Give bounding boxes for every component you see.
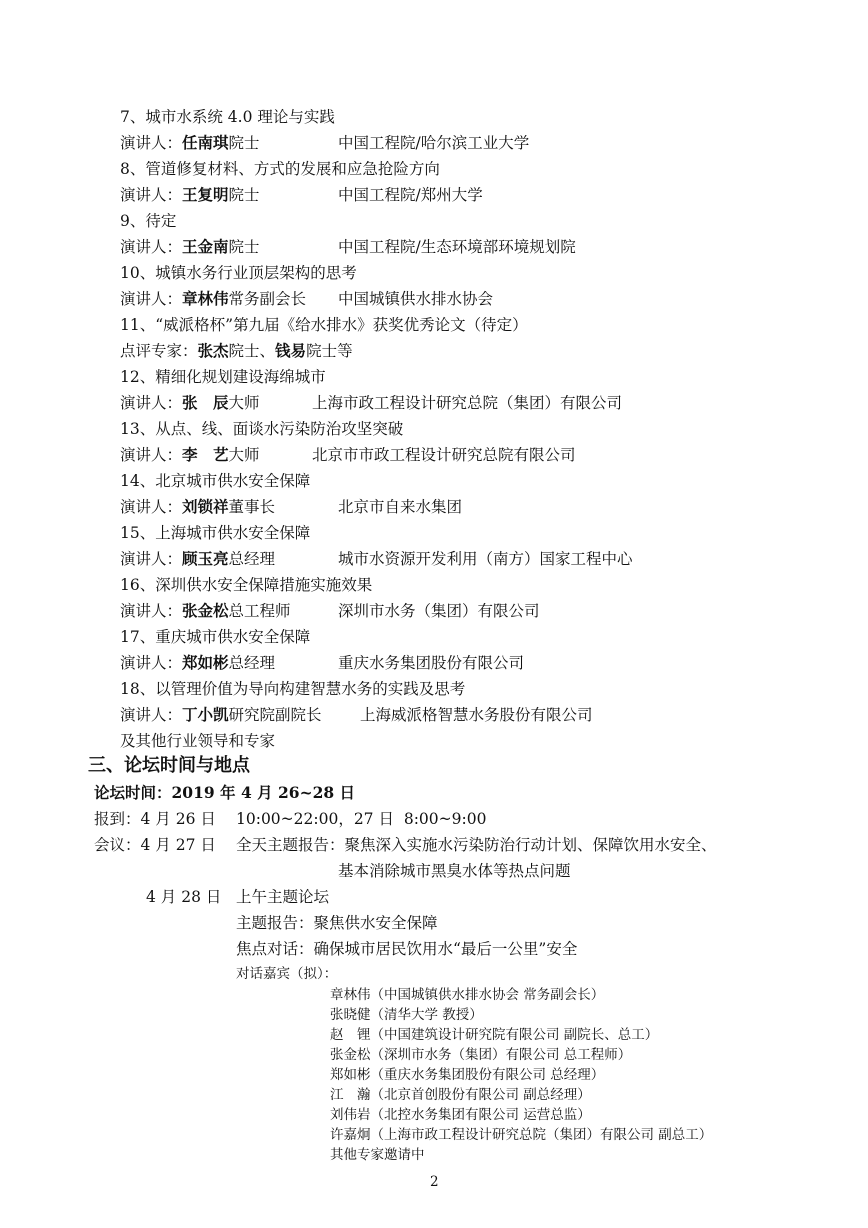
agenda-speaker: 演讲人：张金松总工程师 bbox=[120, 601, 291, 620]
agenda-speaker: 演讲人：郑如彬总经理 bbox=[120, 653, 276, 672]
day28-morning: 上午主题论坛 bbox=[236, 888, 330, 906]
agenda-speaker: 点评专家：张杰院士、钱易院士等 bbox=[120, 341, 353, 360]
day28-dialogue: 焦点对话：确保城市居民饮用水“最后一公里”安全 bbox=[236, 940, 578, 958]
meeting-value: 全天主题报告：聚焦深入实施水污染防治行动计划、保障饮用水安全、 bbox=[236, 836, 717, 854]
agenda-title: 14、北京城市供水安全保障 bbox=[120, 472, 311, 490]
agenda-org: 城市水资源开发利用（南方）国家工程中心 bbox=[338, 550, 633, 568]
agenda-org: 重庆水务集团股份有限公司 bbox=[338, 654, 525, 672]
agenda-title: 18、以管理价值为导向构建智慧水务的实践及思考 bbox=[120, 680, 466, 698]
guest-item: 张金松（深圳市水务（集团）有限公司 总工程师） bbox=[330, 1047, 632, 1063]
agenda-org: 中国工程院/郑州大学 bbox=[338, 186, 483, 204]
agenda-title: 11、“威派格杯”第九届《给水排水》获奖优秀论文（待定） bbox=[120, 316, 528, 334]
guest-item: 刘伟岩（北控水务集团有限公司 运营总监） bbox=[330, 1107, 591, 1123]
agenda-org: 中国城镇供水排水协会 bbox=[338, 290, 494, 308]
section-heading: 三、论坛时间与地点 bbox=[88, 755, 250, 776]
meeting-value-cont: 基本消除城市黑臭水体等热点问题 bbox=[338, 862, 571, 880]
agenda-title: 13、从点、线、面谈水污染防治攻坚突破 bbox=[120, 420, 404, 438]
agenda-title: 15、上海城市供水安全保障 bbox=[120, 524, 311, 542]
agenda-title: 7、城市水系统 4.0 理论与实践 bbox=[120, 108, 335, 126]
agenda-speaker: 演讲人：王复明院士 bbox=[120, 185, 260, 204]
guest-item: 章林伟（中国城镇供水排水协会 常务副会长） bbox=[330, 987, 605, 1003]
agenda-speaker: 演讲人：丁小凯研究院副院长 bbox=[120, 705, 322, 724]
agenda-speaker: 演讲人：任南琪院士 bbox=[120, 133, 260, 152]
agenda-org: 中国工程院/生态环境部环境规划院 bbox=[338, 238, 576, 256]
others-note: 及其他行业领导和专家 bbox=[120, 732, 276, 750]
agenda-speaker: 演讲人：李 艺大师 bbox=[120, 445, 260, 464]
day28-label: 4 月 28 日 bbox=[146, 888, 222, 906]
agenda-org: 北京市自来水集团 bbox=[338, 498, 463, 516]
guest-item: 江 瀚（北京首创股份有限公司 副总经理） bbox=[330, 1087, 591, 1103]
guests-label: 对话嘉宾（拟）： bbox=[236, 966, 338, 982]
agenda-org: 中国工程院/哈尔滨工业大学 bbox=[338, 134, 530, 152]
agenda-org: 上海市政工程设计研究总院（集团）有限公司 bbox=[312, 394, 623, 412]
agenda-title: 10、城镇水务行业顶层架构的思考 bbox=[120, 264, 357, 282]
guest-item: 其他专家邀请中 bbox=[330, 1147, 425, 1163]
guest-item: 张晓健（清华大学 教授） bbox=[330, 1007, 483, 1023]
agenda-title: 9、待定 bbox=[120, 212, 177, 230]
forum-time: 论坛时间：2019 年 4 月 26~28 日 bbox=[94, 783, 356, 802]
agenda-org: 上海威派格智慧水务股份有限公司 bbox=[360, 706, 593, 724]
agenda-speaker: 演讲人：顾玉亮总经理 bbox=[120, 549, 276, 568]
guest-item: 郑如彬（重庆水务集团股份有限公司 总经理） bbox=[330, 1067, 605, 1083]
agenda-title: 16、深圳供水安全保障措施实施效果 bbox=[120, 576, 373, 594]
agenda-title: 12、精细化规划建设海绵城市 bbox=[120, 368, 326, 386]
register-value: 10:00~22:00，27 日 8:00~9:00 bbox=[236, 810, 487, 828]
page-number: 2 bbox=[430, 1174, 439, 1190]
agenda-speaker: 演讲人：刘锁祥董事长 bbox=[120, 497, 276, 516]
register-label: 报到：4 月 26 日 bbox=[94, 810, 216, 828]
day28-report: 主题报告：聚焦供水安全保障 bbox=[236, 914, 438, 932]
agenda-speaker: 演讲人：张 辰大师 bbox=[120, 393, 260, 412]
guest-item: 赵 锂（中国建筑设计研究院有限公司 副院长、总工） bbox=[330, 1027, 659, 1043]
agenda-speaker: 演讲人：章林伟常务副会长 bbox=[120, 289, 307, 308]
agenda-title: 8、管道修复材料、方式的发展和应急抢险方向 bbox=[120, 160, 440, 178]
agenda-org: 深圳市水务（集团）有限公司 bbox=[338, 602, 540, 620]
agenda-speaker: 演讲人：王金南院士 bbox=[120, 237, 260, 256]
guest-item: 许嘉炯（上海市政工程设计研究总院（集团）有限公司 副总工） bbox=[330, 1127, 713, 1143]
meeting-label: 会议：4 月 27 日 bbox=[94, 836, 216, 854]
agenda-title: 17、重庆城市供水安全保障 bbox=[120, 628, 311, 646]
agenda-org: 北京市市政工程设计研究总院有限公司 bbox=[312, 446, 576, 464]
